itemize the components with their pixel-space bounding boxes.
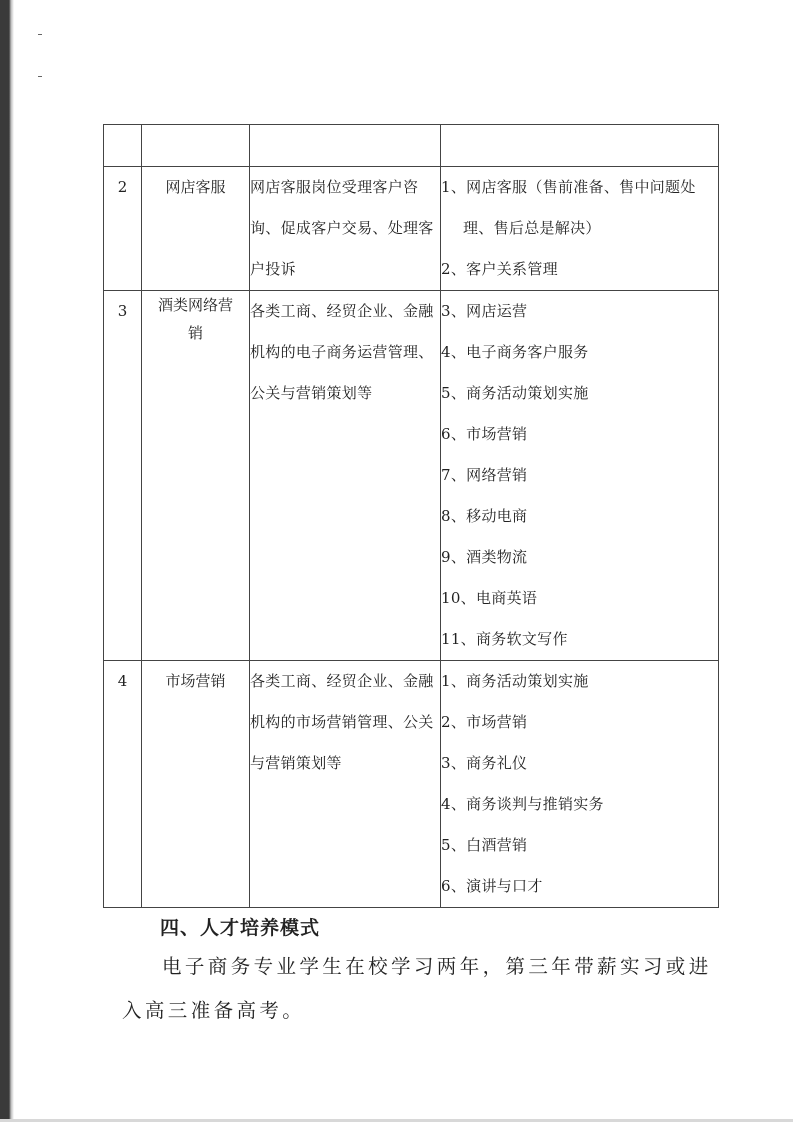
table-row bbox=[104, 661, 719, 908]
section-heading: 四、人才培养模式 bbox=[160, 917, 321, 939]
section-paragraph: 电子商务专业学生在校学习两年，第三年带薪实习或进入高三准备高考。 bbox=[122, 955, 712, 1022]
course-item: 1、网店客服（售前准备、售中问题处 bbox=[441, 178, 696, 196]
table-row bbox=[104, 167, 719, 291]
course-item: 7、网络营销 bbox=[441, 466, 528, 484]
course-item: 4、商务谈判与推销实务 bbox=[441, 795, 604, 813]
curriculum-table bbox=[103, 124, 719, 908]
course-item: 4、电子商务客户服务 bbox=[441, 343, 589, 361]
course-item: 3、网店运营 bbox=[441, 302, 528, 320]
course-item: 8、移动电商 bbox=[441, 507, 528, 525]
post-name: 市场营销 bbox=[142, 661, 250, 908]
row-number: 3 bbox=[104, 291, 142, 661]
course-item: 理、售后总是解决） bbox=[463, 219, 601, 237]
course-item: 6、演讲与口才 bbox=[441, 877, 543, 895]
post-name: 网店客服 bbox=[142, 167, 250, 291]
row-number: 2 bbox=[104, 167, 142, 291]
post-description: 各类工商、经贸企业、金融机构的电子商务运营管理、公关与营销策划等 bbox=[250, 291, 441, 661]
course-list bbox=[441, 167, 719, 291]
course-item: 2、客户关系管理 bbox=[441, 260, 558, 278]
course-item: 5、白酒营销 bbox=[441, 836, 528, 854]
course-item: 11、商务软文写作 bbox=[441, 630, 568, 648]
course-item: 2、市场营销 bbox=[441, 713, 528, 731]
scan-mark bbox=[38, 34, 42, 35]
scan-left-edge bbox=[0, 0, 14, 1122]
table-row-continuation bbox=[104, 125, 719, 167]
scan-mark bbox=[38, 76, 42, 77]
course-item: 9、酒类物流 bbox=[441, 548, 528, 566]
course-item: 10、电商英语 bbox=[441, 589, 538, 607]
course-list bbox=[441, 291, 719, 661]
row-number: 4 bbox=[104, 661, 142, 908]
post-name: 酒类网络营销 bbox=[142, 291, 250, 661]
course-item: 5、商务活动策划实施 bbox=[441, 384, 589, 402]
course-item: 3、商务礼仪 bbox=[441, 754, 528, 772]
table-row bbox=[104, 291, 719, 661]
course-list bbox=[441, 661, 719, 908]
course-item: 6、市场营销 bbox=[441, 425, 528, 443]
post-description: 网店客服岗位受理客户咨询、促成客户交易、处理客户投诉 bbox=[250, 167, 441, 291]
course-item: 1、商务活动策划实施 bbox=[441, 672, 589, 690]
post-description: 各类工商、经贸企业、金融机构的市场营销管理、公关与营销策划等 bbox=[250, 661, 441, 908]
